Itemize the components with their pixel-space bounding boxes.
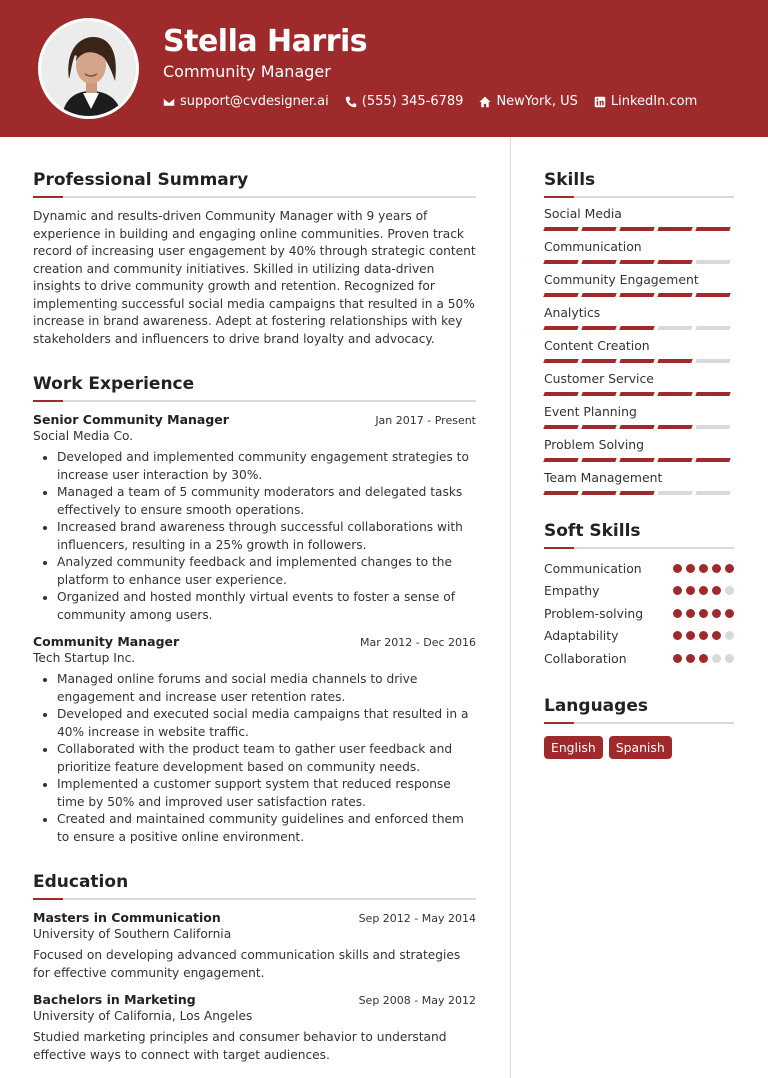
- candidate-name: Stella Harris: [163, 24, 368, 59]
- skill-level-segment: [695, 260, 730, 264]
- list-item: • Collaborated with the product team to gather user feedback and prioritize feature development based on community needs.: [57, 741, 476, 776]
- section-rule: [544, 547, 734, 549]
- column-divider: [510, 137, 511, 1078]
- education-entry: [33, 992, 476, 1064]
- language-badge: English: [544, 736, 603, 759]
- list-item: • Managed online forums and social media channels to drive engagement and increase user retention rates.: [57, 671, 476, 706]
- envelope-icon: [163, 96, 175, 108]
- education-header: [33, 992, 476, 1007]
- soft-skill-item: [544, 580, 734, 603]
- soft-skill-item: [544, 625, 734, 648]
- soft-skill-name: Adaptability: [544, 628, 619, 644]
- job-company: Social Media Co.: [33, 429, 134, 443]
- rating-dot: [673, 564, 682, 573]
- skill-level-bar: [544, 392, 734, 396]
- skill-level-segment: [657, 260, 692, 264]
- summary-text: Dynamic and results-driven Community Manager with 9 years of experience in building and engaging online communities. Proven track record of increasing user engagement by 40% through strategic content creation and community initiatives. Skilled in utilizing data-driven insights to drive community growth and retention. Recognized for implementing successful social media campaigns that resulted in a 50% increase in brand awareness. Adept at fostering relationships with key stakeholders and influencers to drive brand loyalty and advocacy.: [33, 209, 476, 346]
- job-date: Jan 2017 - Present: [375, 414, 476, 427]
- rating-dot: [712, 586, 721, 595]
- school: University of Southern California: [33, 927, 232, 941]
- job-header: [33, 412, 476, 427]
- skill-level-bar: [544, 491, 734, 495]
- education-section: [33, 872, 476, 1064]
- skill-level-segment: [581, 260, 616, 264]
- skill-level-segment: [695, 326, 730, 330]
- skill-item: [544, 470, 734, 495]
- list-item: • Analyzed community feedback and implemented changes to the platform to enhance user experience.: [57, 554, 476, 589]
- soft-skill-name: Collaboration: [544, 650, 627, 666]
- skill-level-segment: [619, 392, 654, 396]
- soft-skill-item: [544, 647, 734, 670]
- skill-name: Community Engagement: [544, 272, 699, 287]
- skill-level-segment: [543, 458, 578, 462]
- rating-dot: [673, 631, 682, 640]
- rating-dot: [725, 609, 734, 618]
- soft-skills-section: [544, 521, 734, 670]
- skill-level-segment: [619, 491, 654, 495]
- soft-skill-name: Problem-solving: [544, 605, 644, 621]
- resume-header: [0, 0, 768, 137]
- home-icon: [479, 96, 491, 108]
- skill-level-segment: [657, 359, 692, 363]
- rating-dot: [686, 654, 695, 663]
- rating-dot: [725, 586, 734, 595]
- soft-skills-list: [544, 557, 734, 670]
- skill-level-segment: [581, 293, 616, 297]
- rating-dot: [712, 609, 721, 618]
- list-item: • Increased brand awareness through successful collaborations with influencers, resulting in a 25% growth in followers.: [57, 519, 476, 554]
- rating-dot: [725, 654, 734, 663]
- contact-phone[interactable]: [345, 94, 464, 109]
- education-entry: [33, 910, 476, 982]
- list-item: • Created and maintained community guidelines and enforced them to ensure a positive online environment.: [57, 811, 476, 846]
- job-entry: [33, 634, 476, 846]
- rating-dot: [686, 564, 695, 573]
- soft-skill-rating: [673, 609, 734, 618]
- skill-level-bar: [544, 326, 734, 330]
- skills-list: [544, 206, 734, 495]
- experience-section: [33, 374, 476, 846]
- skill-item: [544, 437, 734, 462]
- skill-item: [544, 338, 734, 363]
- phone-text: (555) 345-6789: [361, 94, 464, 109]
- skill-level-segment: [695, 359, 730, 363]
- skill-level-segment: [543, 491, 578, 495]
- skill-level-segment: [657, 293, 692, 297]
- rating-dot: [686, 609, 695, 618]
- education-desc: Focused on developing advanced communication skills and strategies for effective community engagement.: [33, 948, 461, 980]
- soft-skill-rating: [673, 586, 734, 595]
- experience-heading: Work Experience: [33, 374, 195, 394]
- job-date: Mar 2012 - Dec 2016: [360, 636, 476, 649]
- rating-dot: [725, 564, 734, 573]
- skill-level-segment: [581, 425, 616, 429]
- skill-level-segment: [695, 392, 730, 396]
- skill-level-segment: [543, 293, 578, 297]
- list-item: • Implemented a customer support system that reduced response time by 50% and improved user satisfaction rates.: [57, 776, 476, 811]
- rating-dot: [699, 654, 708, 663]
- skill-name: Team Management: [544, 470, 663, 485]
- skill-level-bar: [544, 227, 734, 231]
- section-rule: [544, 196, 734, 198]
- skill-level-segment: [619, 458, 654, 462]
- education-desc: Studied marketing principles and consumer behavior to understand effective ways to connect with target audiences.: [33, 1030, 447, 1062]
- soft-skill-item: [544, 602, 734, 625]
- phone-icon: [345, 96, 357, 108]
- skill-level-segment: [695, 491, 730, 495]
- side-column: [544, 170, 734, 759]
- skill-name: Analytics: [544, 305, 601, 320]
- skill-level-segment: [543, 326, 578, 330]
- summary-section: [33, 170, 476, 348]
- avatar: [38, 18, 139, 119]
- contact-row: [163, 94, 697, 109]
- rating-dot: [712, 654, 721, 663]
- skill-level-segment: [619, 359, 654, 363]
- soft-skill-name: Empathy: [544, 583, 600, 599]
- skill-name: Event Planning: [544, 404, 637, 419]
- main-column: [33, 170, 476, 1064]
- linkedin-text: LinkedIn.com: [610, 94, 698, 109]
- skill-item: [544, 371, 734, 396]
- soft-skills-heading: Soft Skills: [544, 521, 641, 541]
- skill-level-segment: [581, 326, 616, 330]
- location-text: NewYork, US: [496, 94, 578, 109]
- skills-heading: Skills: [544, 170, 596, 190]
- rating-dot: [699, 609, 708, 618]
- rating-dot: [673, 609, 682, 618]
- skill-level-segment: [581, 359, 616, 363]
- skill-level-bar: [544, 260, 734, 264]
- list-item: • Organized and hosted monthly virtual events to foster a sense of community among users.: [57, 589, 476, 624]
- skill-level-segment: [695, 293, 730, 297]
- profile-photo-icon: [41, 21, 139, 119]
- skill-level-segment: [657, 425, 692, 429]
- school: University of California, Los Angeles: [33, 1009, 253, 1023]
- language-badge: Spanish: [609, 736, 672, 759]
- languages-heading: Languages: [544, 695, 648, 716]
- soft-skill-rating: [673, 654, 734, 663]
- job-title: Community Manager: [33, 634, 180, 649]
- rating-dot: [699, 586, 708, 595]
- languages-section: [544, 696, 734, 759]
- skill-level-segment: [581, 458, 616, 462]
- skill-level-segment: [657, 227, 692, 231]
- skill-item: [544, 404, 734, 429]
- email-text: support@cvdesigner.ai: [180, 94, 329, 109]
- skill-level-segment: [657, 491, 692, 495]
- skill-level-segment: [543, 425, 578, 429]
- skill-level-segment: [657, 458, 692, 462]
- skill-level-segment: [619, 326, 654, 330]
- section-rule: [33, 400, 476, 402]
- summary-heading: Professional Summary: [33, 170, 249, 190]
- languages-list: [544, 736, 734, 759]
- skill-level-segment: [657, 392, 692, 396]
- skill-name: Communication: [544, 239, 642, 254]
- skill-level-segment: [619, 425, 654, 429]
- soft-skill-rating: [673, 564, 734, 573]
- rating-dot: [673, 586, 682, 595]
- education-heading: Education: [33, 872, 129, 892]
- skill-name: Social Media: [544, 206, 622, 221]
- skill-item: [544, 272, 734, 297]
- skill-level-segment: [543, 359, 578, 363]
- section-rule: [33, 898, 476, 900]
- skill-level-bar: [544, 425, 734, 429]
- section-rule: [544, 722, 734, 724]
- skill-level-segment: [657, 326, 692, 330]
- skill-level-segment: [581, 491, 616, 495]
- list-item: • Developed and executed social media campaigns that resulted in a 40% increase in website traffic.: [57, 706, 476, 741]
- skill-level-bar: [544, 359, 734, 363]
- skill-level-segment: [581, 227, 616, 231]
- education-header: [33, 910, 476, 925]
- job-title: Senior Community Manager: [33, 412, 229, 427]
- soft-skill-name: Communication: [544, 560, 642, 576]
- linkedin-icon: [594, 96, 606, 108]
- skill-level-segment: [619, 260, 654, 264]
- rating-dot: [686, 586, 695, 595]
- skill-level-segment: [695, 227, 730, 231]
- rating-dot: [699, 631, 708, 640]
- skill-name: Customer Service: [544, 371, 654, 386]
- soft-skill-item: [544, 557, 734, 580]
- skill-name: Problem Solving: [544, 437, 644, 452]
- contact-location: [479, 94, 577, 109]
- skill-item: [544, 305, 734, 330]
- candidate-title: Community Manager: [163, 62, 331, 81]
- skill-name: Content Creation: [544, 338, 650, 353]
- job-header: [33, 634, 476, 649]
- skill-level-segment: [543, 227, 578, 231]
- skill-level-segment: [619, 293, 654, 297]
- rating-dot: [673, 654, 682, 663]
- contact-email[interactable]: [163, 94, 329, 109]
- rating-dot: [686, 631, 695, 640]
- rating-dot: [712, 631, 721, 640]
- degree: Masters in Communication: [33, 910, 221, 925]
- list-item: • Managed a team of 5 community moderators and delegated tasks effectively to ensure smooth operations.: [57, 484, 476, 519]
- skill-level-segment: [543, 260, 578, 264]
- skill-item: [544, 239, 734, 264]
- section-rule: [33, 196, 476, 198]
- skill-level-segment: [581, 392, 616, 396]
- education-date: Sep 2008 - May 2012: [358, 994, 476, 1007]
- job-bullets: [33, 671, 476, 846]
- soft-skill-rating: [673, 631, 734, 640]
- rating-dot: [712, 564, 721, 573]
- skill-level-bar: [544, 458, 734, 462]
- education-date: Sep 2012 - May 2014: [358, 912, 476, 925]
- rating-dot: [725, 631, 734, 640]
- skill-level-segment: [695, 458, 730, 462]
- job-bullets: [33, 449, 476, 624]
- job-company: Tech Startup Inc.: [33, 651, 136, 665]
- skill-level-segment: [543, 392, 578, 396]
- contact-linkedin[interactable]: [594, 94, 697, 109]
- skill-level-segment: [695, 425, 730, 429]
- list-item: • Developed and implemented community engagement strategies to increase user interaction by 30%.: [57, 449, 476, 484]
- skill-item: [544, 206, 734, 231]
- skill-level-segment: [619, 227, 654, 231]
- job-entry: [33, 412, 476, 624]
- skills-section: [544, 170, 734, 495]
- rating-dot: [699, 564, 708, 573]
- degree: Bachelors in Marketing: [33, 992, 196, 1007]
- skill-level-bar: [544, 293, 734, 297]
